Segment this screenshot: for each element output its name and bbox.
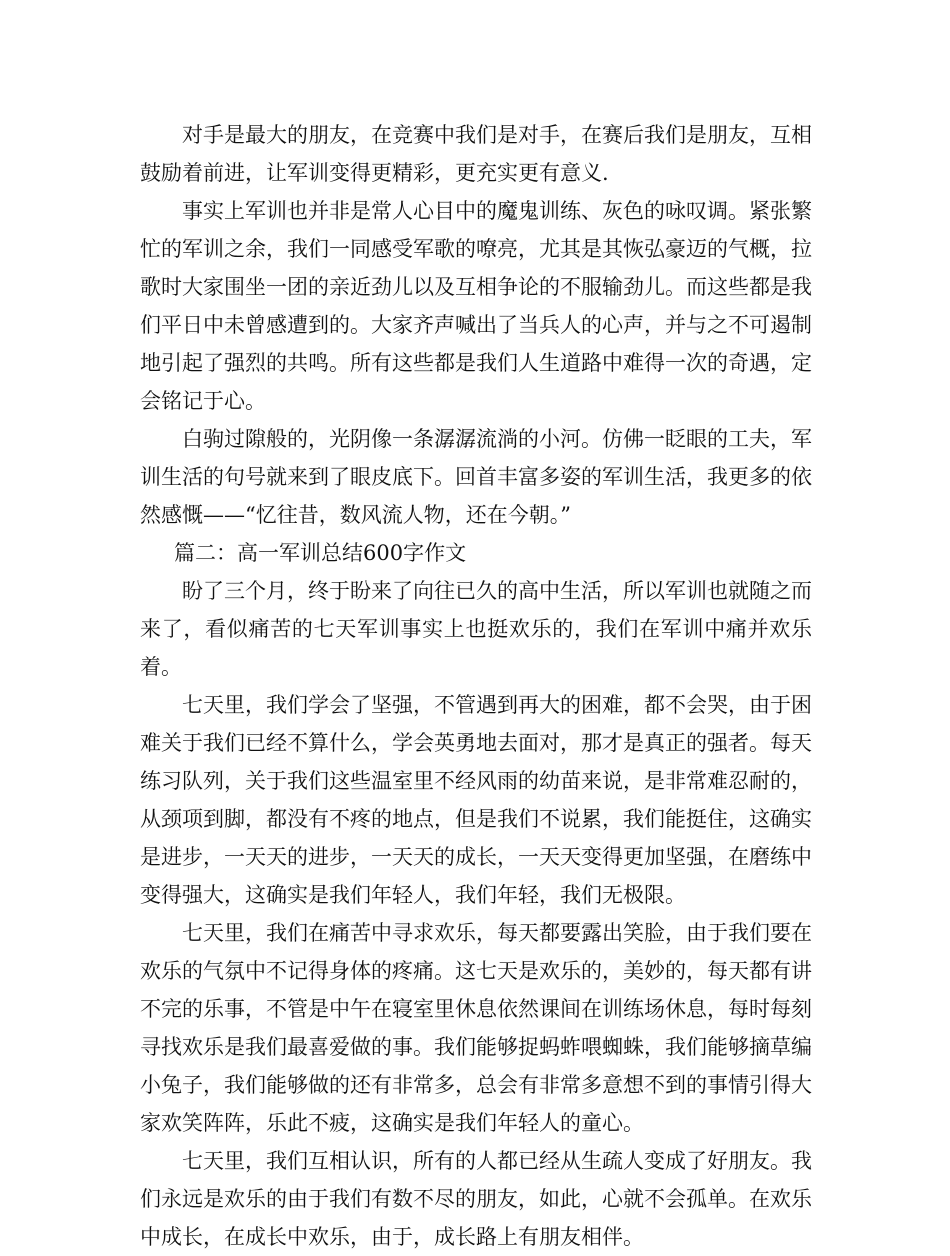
paragraph: 事实上军训也并非是常人心目中的魔鬼训练、灰色的咏叹调。紧张繁忙的军训之余，我们一同感受军歌的嘹亮，尤其是其恢弘豪迈的气概，拉歌时大家围坐一团的亲近劲儿以及互相争论的不服输劲儿。而这些都是我们平日中未曾感遭到的。大家齐声喊出了当兵人的心声，并与之不可遏制地引起了强烈的共鸣。所有这些都是我们人生道路中难得一次的奇遇，定会铭记于心。 xyxy=(140,199,812,413)
paragraph: 七天里，我们学会了坚强，不管遇到再大的困难，都不会哭，由于困难关于我们已经不算什么，学会英勇地去面对，那才是真正的强者。每天练习队列，关于我们这些温室里不经风雨的幼苗来说，是非常难忍耐的，从颈项到脚，都没有不疼的地点，但是我们不说累，我们能挺住，这确实是进步，一天天的进步，一天天的成长，一天天变得更加坚强，在磨练中变得强大，这确实是我们年轻人，我们年轻，我们无极限。 xyxy=(140,693,812,907)
paragraph: 七天里，我们互相认识，所有的人都已经从生疏人变成了好朋友。我们永远是欢乐的由于我们有数不尽的朋友，如此，心就不会孤单。在欢乐中成长，在成长中欢乐，由于，成长路上有朋友相伴。 xyxy=(140,1149,812,1249)
document-body xyxy=(140,116,812,1256)
paragraph: 白驹过隙般的，光阴像一条潺潺流淌的小河。仿佛一眨眼的工夫，军训生活的句号就来到了眼皮底下。回首丰富多姿的军训生活，我更多的依然感慨——“忆往昔，数风流人物，还在今朝。” xyxy=(140,427,812,527)
paragraph: 七天里，我们在痛苦中寻求欢乐，每天都要露出笑脸，由于我们要在欢乐的气氛中不记得身体的疼痛。这七天是欢乐的，美妙的，每天都有讲不完的乐事，不管是中午在寝室里休息依然课间在训练场休息，每时每刻寻找欢乐是我们最喜爱做的事。我们能够捉蚂蚱喂蜘蛛，我们能够摘草编小兔子，我们能够做的还有非常多，总会有非常多意想不到的事情引得大家欢笑阵阵，乐此不疲，这确实是我们年轻人的童心。 xyxy=(140,921,812,1135)
paragraph: 对手是最大的朋友，在竞赛中我们是对手，在赛后我们是朋友，互相鼓励着前进，让军训变得更精彩，更充实更有意义. xyxy=(140,123,812,185)
paragraph: 盼了三个月，终于盼来了向往已久的高中生活，所以军训也就随之而来了，看似痛苦的七天军训事实上也挺欢乐的，我们在军训中痛并欢乐着。 xyxy=(140,579,812,679)
section-heading: 篇二：高一军训总结600字作文 xyxy=(174,541,467,565)
